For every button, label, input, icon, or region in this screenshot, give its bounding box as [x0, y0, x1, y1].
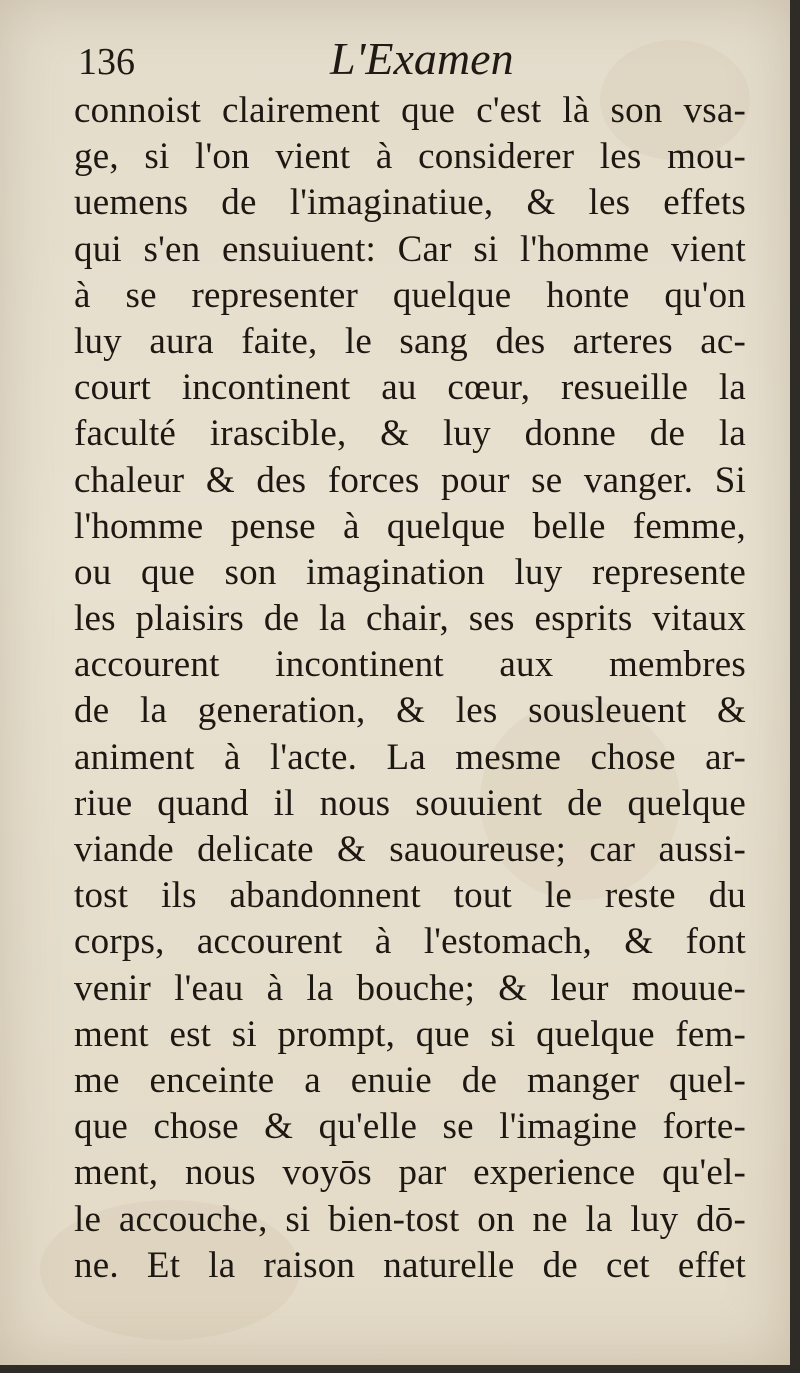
text-line: accourent incontinent aux membres	[74, 644, 746, 686]
text-line: faculté irascible, & luy donne de la	[74, 413, 746, 455]
text-line: connoist clairement que c'est là son vsa-	[74, 90, 746, 131]
text-line: ment, nous voyōs par experience qu'el-	[74, 1152, 746, 1194]
text-line: court incontinent au cœur, resueille la	[74, 367, 746, 409]
text-line: l'homme pense à quelque belle femme,	[74, 505, 746, 547]
text-line: me enceinte a enuie de manger quel-	[74, 1059, 746, 1101]
page-bottom-shadow	[0, 1365, 800, 1373]
text-line: luy aura faite, le sang des arteres ac-	[74, 320, 746, 362]
text-line: ou que son imagination luy represente	[74, 551, 746, 593]
text-line: que chose & qu'elle se l'imagine forte-	[74, 1106, 746, 1148]
text-line: ne. Et la raison naturelle de cet effet	[74, 1244, 746, 1286]
text-line: animent à l'acte. La mesme chose ar-	[74, 736, 746, 778]
text-line: chaleur & des forces pour se vanger. Si	[74, 459, 746, 501]
text-line: à se representer quelque honte qu'on	[74, 274, 746, 316]
text-line: les plaisirs de la chair, ses esprits vitaux	[74, 598, 746, 640]
running-title: L'Examen	[330, 33, 514, 84]
text-line: tost ils abandonnent tout le reste du	[74, 875, 746, 917]
text-line: qui s'en ensuiuent: Car si l'homme vient	[74, 228, 746, 270]
page-edge-shadow	[790, 0, 800, 1373]
text-line: le accouche, si bien-tost on ne la luy dō-	[74, 1198, 746, 1240]
text-line: ment est si prompt, que si quelque fem-	[74, 1013, 746, 1055]
text-line: uemens de l'imaginatiue, & les effets	[74, 182, 746, 224]
body-text	[74, 88, 746, 1289]
page-number: 136	[78, 41, 135, 83]
text-line: riue quand il nous souuient de quelque	[74, 782, 746, 824]
text-line: corps, accourent à l'estomach, & font	[74, 921, 746, 963]
text-line: ge, si l'on vient à considerer les mou-	[74, 136, 746, 178]
text-line: de la generation, & les sousleuent &	[74, 690, 746, 732]
text-line: viande delicate & sauoureuse; car aussi-	[74, 829, 746, 870]
text-line: venir l'eau à la bouche; & leur mouue-	[74, 967, 746, 1009]
running-head	[0, 30, 790, 90]
